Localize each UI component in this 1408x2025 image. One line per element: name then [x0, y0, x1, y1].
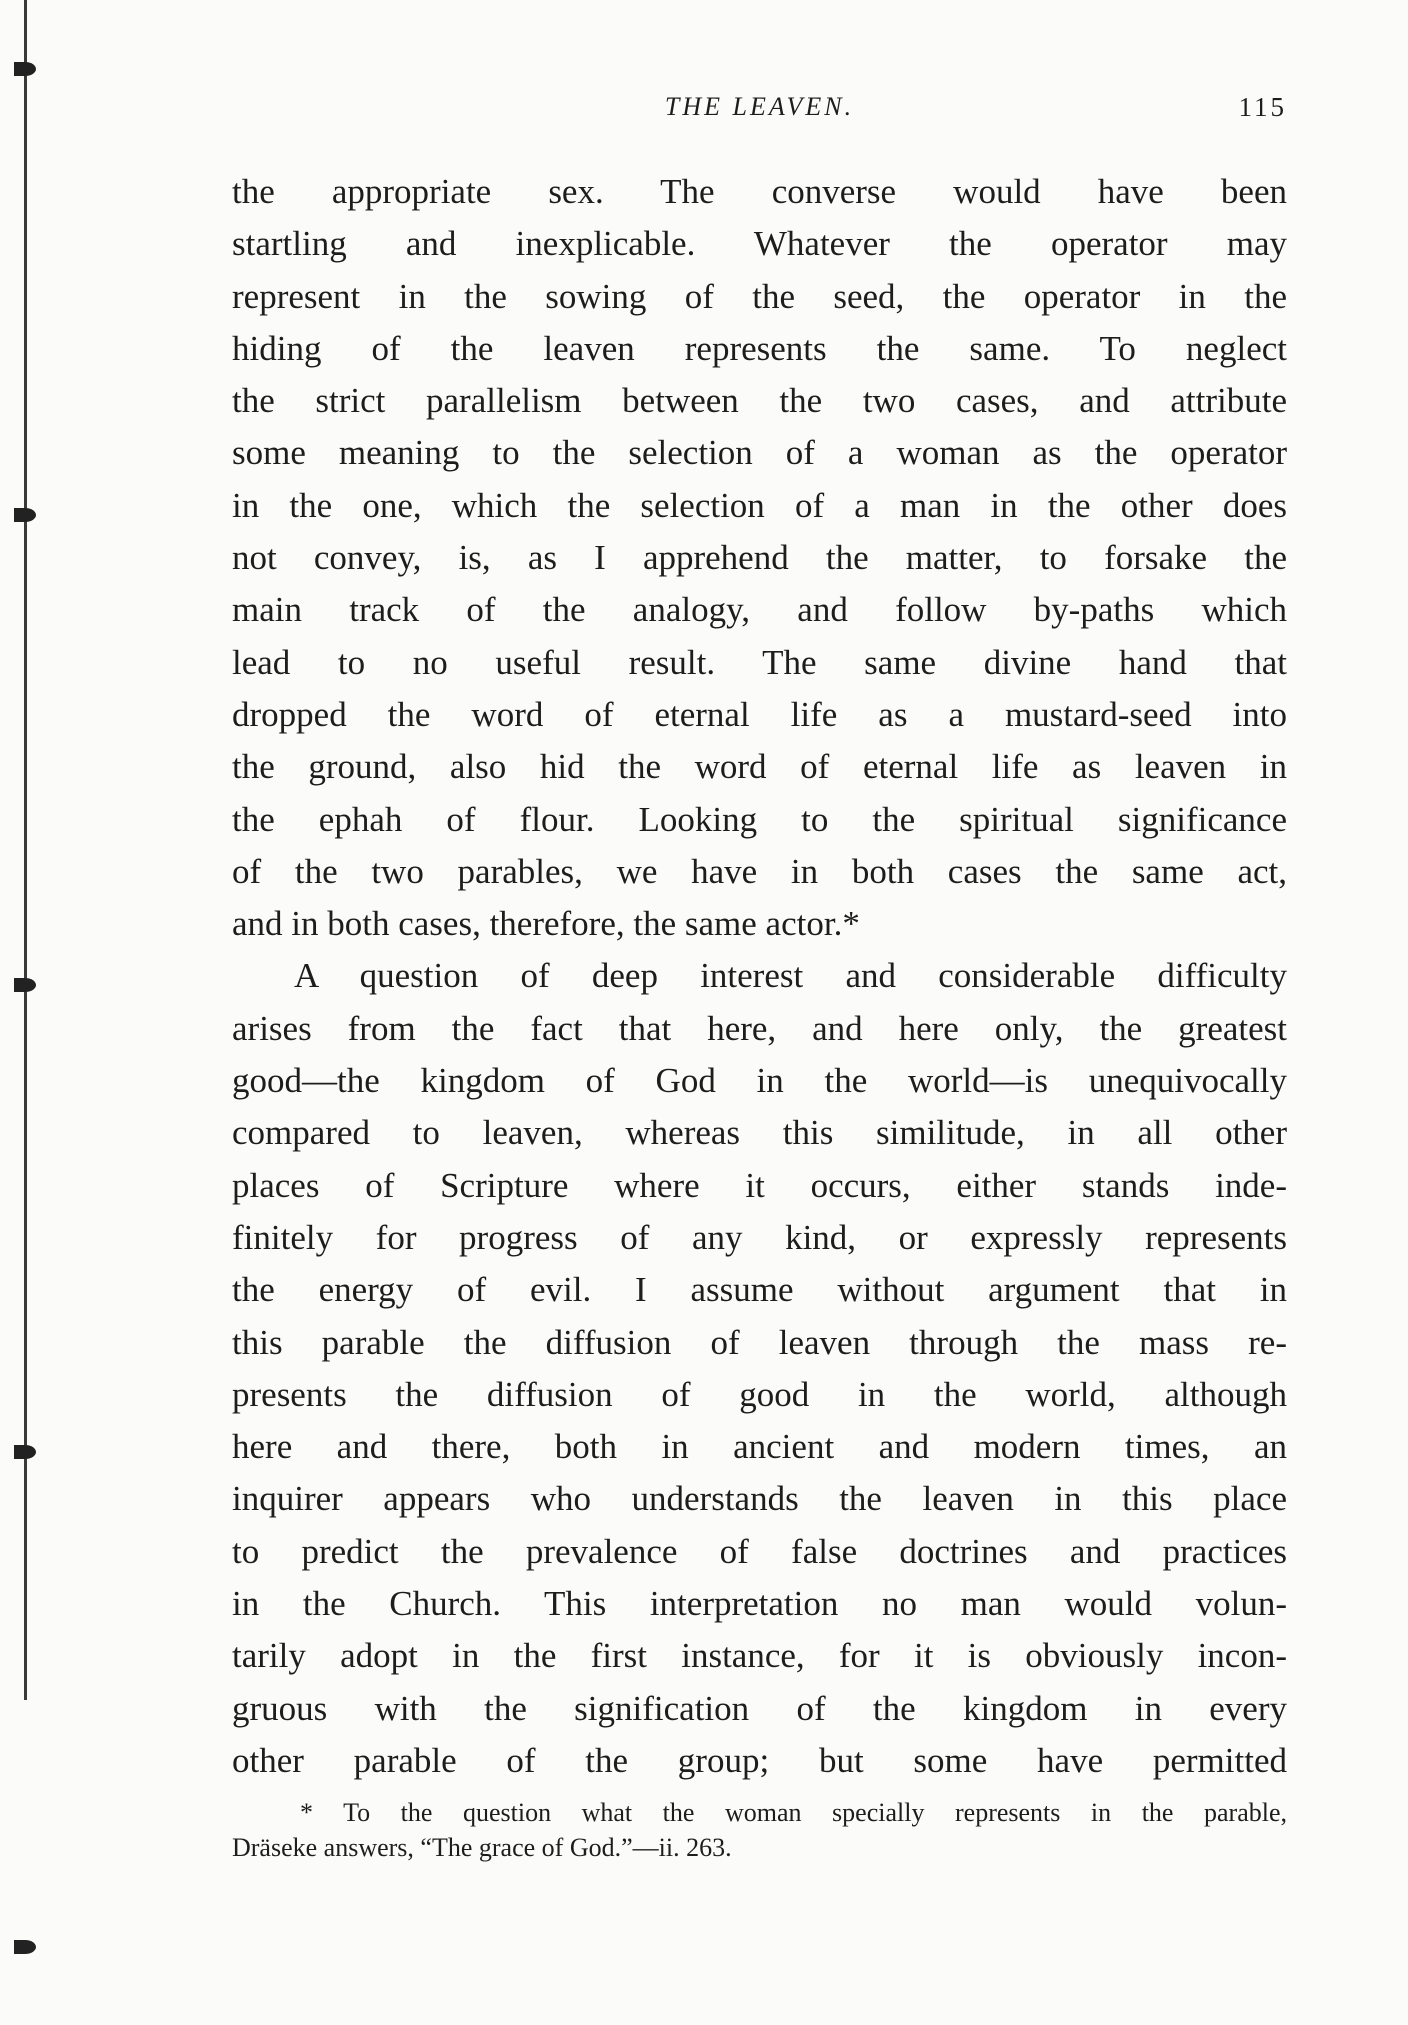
paragraph-start-line: A question of deep interest and considerable difficulty [294, 956, 1287, 996]
text-line: tarily adopt in the first instance, for it is obviously incon- [232, 1636, 1287, 1676]
text-line: hiding of the leaven represents the same. To neglect [232, 328, 1287, 368]
binding-mark [14, 62, 36, 76]
page-number: 115 [1238, 92, 1287, 122]
text-line: the ephah of flour. Looking to the spiritual significance [232, 799, 1287, 839]
binding-mark [14, 978, 36, 992]
text-line: the strict parallelism between the two cases, and attribute [232, 381, 1287, 421]
text-line: arises from the fact that here, and here only, the greatest [232, 1008, 1287, 1048]
text-line: the appropriate sex. The converse would have been [232, 172, 1287, 211]
binding-mark [14, 1445, 36, 1459]
text-line: some meaning to the selection of a woman as the operator [232, 433, 1287, 473]
text-line: compared to leaven, whereas this similitude, in all other [232, 1113, 1287, 1153]
text-line: represent in the sowing of the seed, the operator in the [232, 276, 1287, 316]
text-line: the energy of evil. I assume without argument that in [232, 1270, 1287, 1310]
text-line: good—the kingdom of God in the world—is unequivocally [232, 1061, 1287, 1101]
text-line: presents the diffusion of good in the world, although [232, 1374, 1287, 1414]
text-line: lead to no useful result. The same divine hand that [232, 642, 1287, 682]
binding-mark [14, 1940, 36, 1954]
text-line: other parable of the group; but some have permitted [232, 1740, 1287, 1780]
text-line: startling and inexplicable. Whatever the operator may [232, 224, 1287, 264]
text-line: and in both cases, therefore, the same actor.* [232, 904, 860, 944]
footnote-line: Dräseke answers, “The grace of God.”—ii. 263. [232, 1833, 732, 1862]
text-line: the ground, also hid the word of eternal life as leaven in [232, 747, 1287, 787]
footnote-line: * To the question what the woman specially represents in the parable, [300, 1798, 1287, 1827]
running-head [232, 92, 1287, 132]
text-line: in the Church. This interpretation no man would volun- [232, 1584, 1287, 1624]
text-line: gruous with the signification of the kingdom in every [232, 1688, 1287, 1728]
text-line: in the one, which the selection of a man in the other does [232, 485, 1287, 525]
text-line: finitely for progress of any kind, or expressly represents [232, 1217, 1287, 1257]
text-line: of the two parables, we have in both cases the same act, [232, 851, 1287, 891]
text-line: inquirer appears who understands the leaven in this place [232, 1479, 1287, 1519]
body-text [232, 166, 1287, 1787]
text-line: main track of the analogy, and follow by-paths which [232, 590, 1287, 630]
text-line: not convey, is, as I apprehend the matter, to forsake the [232, 538, 1287, 578]
page-title: THE LEAVEN. [664, 92, 855, 121]
text-line: here and there, both in ancient and modern times, an [232, 1427, 1287, 1467]
text-line: this parable the diffusion of leaven through the mass re- [232, 1322, 1287, 1362]
binding-mark [14, 508, 36, 522]
text-line: to predict the prevalence of false doctrines and practices [232, 1531, 1287, 1571]
text-line: dropped the word of eternal life as a mustard-seed into [232, 694, 1287, 734]
footnote [232, 1795, 1287, 1865]
text-line: places of Scripture where it occurs, either stands inde- [232, 1165, 1287, 1205]
